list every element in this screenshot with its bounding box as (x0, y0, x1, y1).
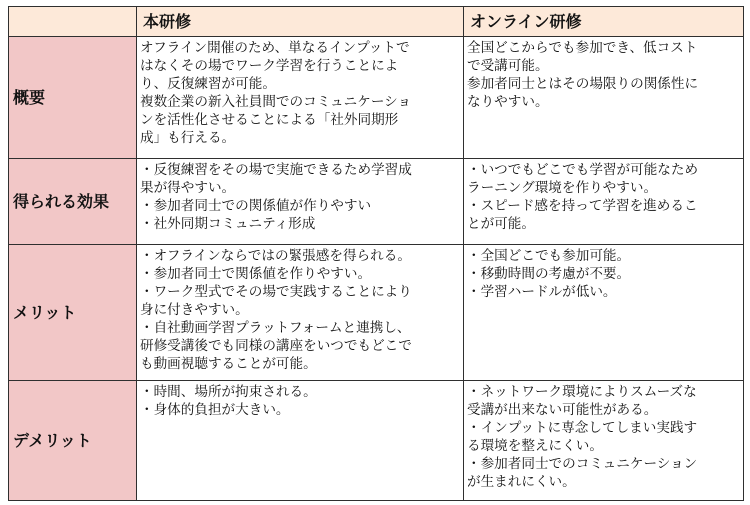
cell-text-line: ・参加者同士での関係値が作りやすい (140, 198, 372, 214)
cell-text-line: ・自社動画学習プラットフォームと連携し、 (140, 320, 411, 336)
cell-text-line: ンを活性化させることによる「社外同期形 (140, 112, 399, 128)
cell-text-line: 複数企業の新入社員間でのコミュニケーショ (140, 94, 412, 110)
cell-text-line: なりやすい。 (467, 94, 549, 110)
table-row-effects (9, 159, 744, 245)
cell-text-line: ・ネットワーク環境によりスムーズな (467, 384, 697, 400)
cell-text-line: ・全国どこでも参加可能。 (467, 248, 631, 264)
cell-text-line: が生まれにくい。 (467, 474, 576, 490)
table-header-row (9, 7, 744, 37)
cell-text-line: ・時間、場所が拘束される。 (140, 384, 317, 400)
row-label-effects: 得られる効果 (9, 159, 137, 245)
cell-text-line: ・反復練習をその場で実施できるため学習成 (140, 162, 412, 178)
cell-text-line: ・いつでもどこでも学習が可能なため (467, 162, 699, 178)
table-row-overview (9, 37, 744, 159)
table-body (9, 37, 744, 501)
cell-text-line: ・インプットに専念してしまい実践す (467, 420, 698, 436)
table-row-demerits (9, 381, 744, 501)
row-label-overview: 概要 (9, 37, 137, 159)
table-row-merits (9, 245, 744, 381)
row-label-demerits: デメリット (9, 381, 137, 501)
cell-text-line: 参加者同士とはその場限りの関係性に (467, 76, 699, 92)
header-onsite-training: 本研修 (137, 7, 464, 37)
cell-onsite-overview (137, 37, 464, 159)
cell-onsite-merits (137, 245, 464, 381)
header-corner-cell (9, 7, 137, 37)
cell-text-line: 成」も行える。 (140, 130, 236, 146)
comparison-table (8, 6, 744, 501)
cell-text-line: ・ワーク型式でその場で実践することにより (140, 284, 412, 300)
cell-text-line: ・移動時間の考慮が不要。 (467, 266, 631, 282)
cell-online-merits (464, 245, 744, 381)
cell-onsite-effects (137, 159, 464, 245)
cell-text-line: り、反復練習が可能。 (140, 76, 276, 92)
cell-text-line: はなくその場でワーク学習を行うことによ (140, 58, 399, 74)
cell-text-line: 果が得やすい。 (140, 180, 236, 196)
cell-onsite-demerits (137, 381, 464, 501)
cell-online-overview (464, 37, 744, 159)
cell-text-line: ラーニング環境を作りやすい。 (467, 180, 658, 196)
cell-online-effects (464, 159, 744, 245)
cell-text-line: ・参加者同士でのコミュニケーション (467, 456, 698, 472)
cell-text-line: ・参加者同士で関係値を作りやすい。 (140, 266, 372, 282)
cell-text-line: 研修受講後でも同様の講座をいつでもどこで (140, 338, 412, 354)
cell-text-line: ・スピード感を持って学習を進めるこ (467, 198, 698, 214)
cell-text-line: も動画視聴することが可能。 (140, 356, 317, 372)
cell-text-line: 受講が出来ない可能性がある。 (467, 402, 658, 418)
cell-text-line: ・オフラインならではの緊張感を得られる。 (140, 248, 411, 264)
cell-text-line: とが可能。 (467, 216, 535, 232)
cell-text-line: 全国どこからでも参加でき、低コスト (467, 40, 698, 56)
header-online-training: オンライン研修 (464, 7, 744, 37)
cell-text-line: ・身体的負担が大きい。 (140, 402, 290, 418)
cell-text-line: ・社外同期コミュニティ形成 (140, 216, 316, 232)
cell-online-demerits (464, 381, 744, 501)
row-label-merits: メリット (9, 245, 137, 381)
cell-text-line: る環境を整えにくい。 (467, 438, 603, 454)
cell-text-line: オフライン開催のため、単なるインプットで (140, 40, 410, 56)
cell-text-line: 身に付きやすい。 (140, 302, 249, 318)
cell-text-line: で受講可能。 (467, 58, 549, 74)
cell-text-line: ・学習ハードルが低い。 (467, 284, 617, 300)
